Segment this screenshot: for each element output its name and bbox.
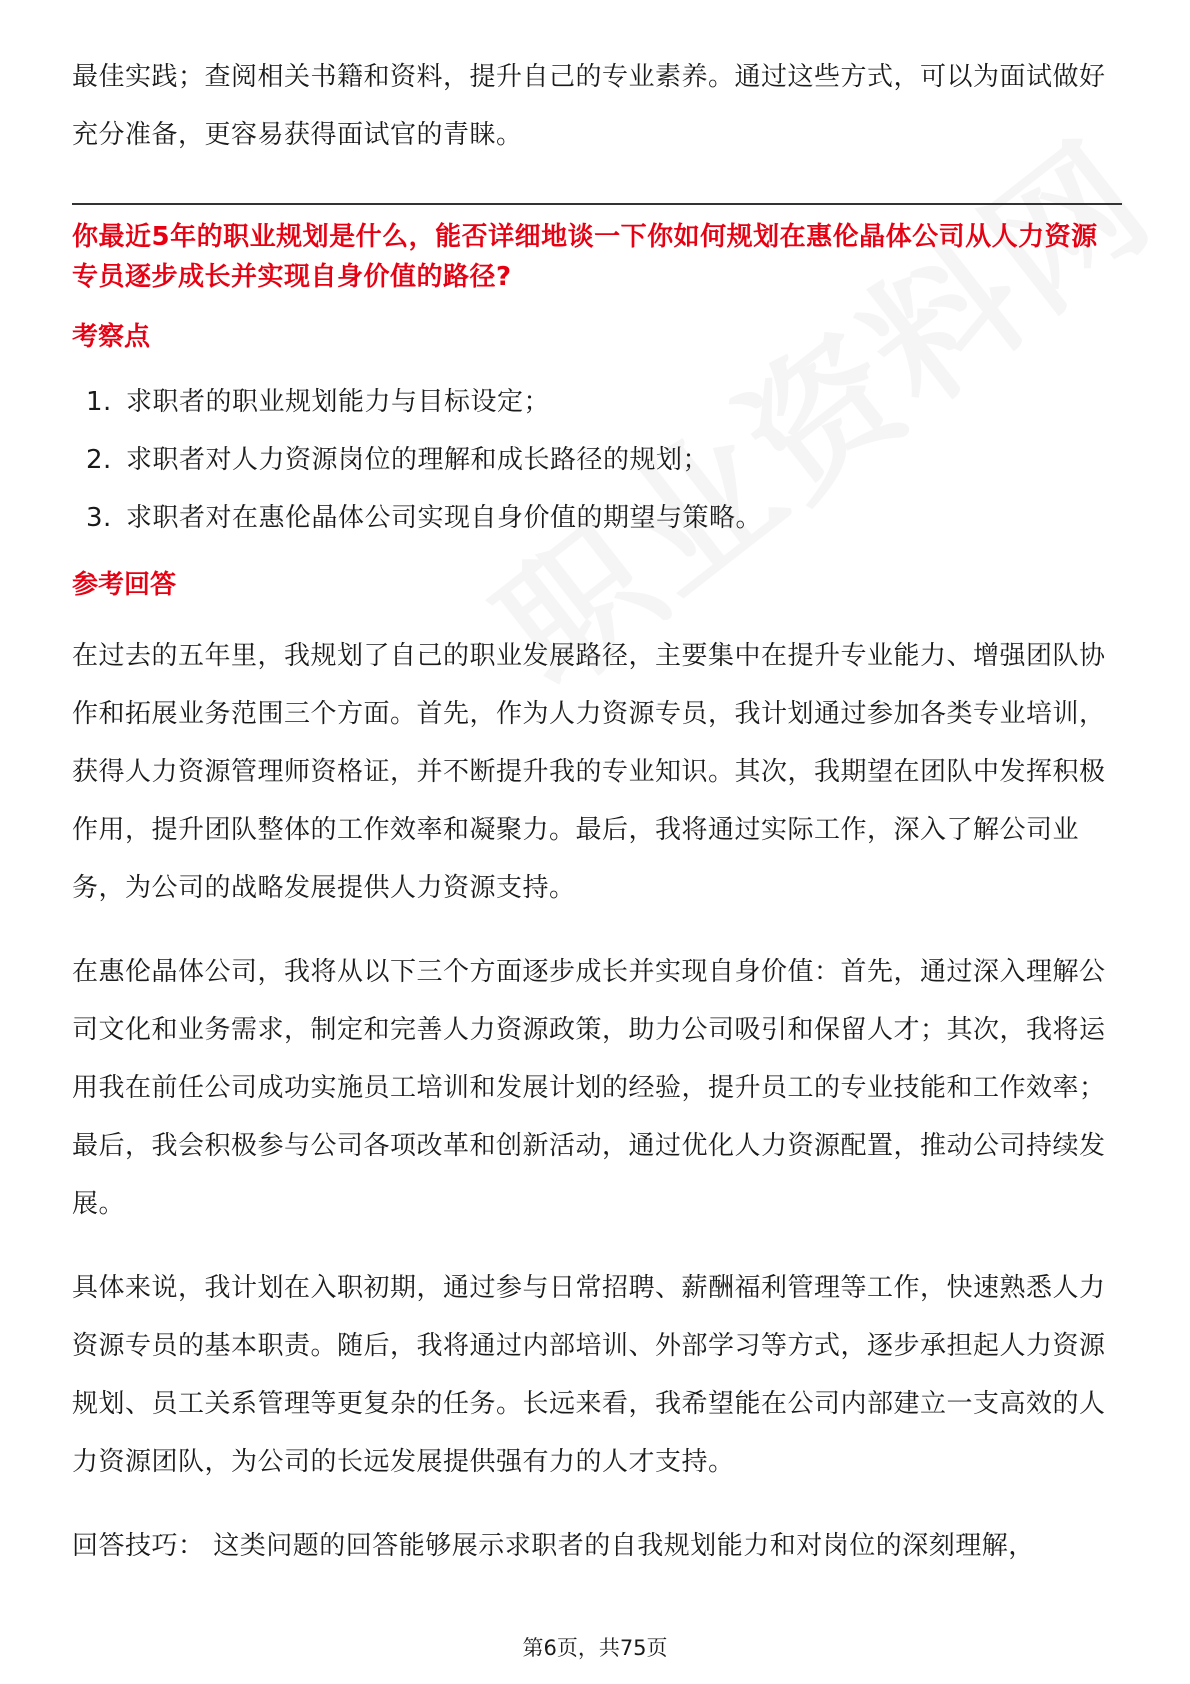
list-item-text: 求职者对在惠伦晶体公司实现自身价值的期望与策略。: [126, 503, 763, 533]
question-heading: 你最近5年的职业规划是什么，能否详细地谈一下你如何规划在惠伦晶体公司从人力资源专员逐步成长并实现自身价值的路径?: [72, 222, 1098, 292]
answer-paragraph: 具体来说，我计划在入职初期，通过参与日常招聘、薪酬福利管理等工作，快速熟悉人力资源专员的基本职责。随后，我将通过内部培训、外部学习等方式，逐步承担起人力资源规划、员工关系管理等更复杂的任务。长远来看，我希望能在公司内部建立一支高效的人力资源团队，为公司的长远发展提供强有力的人才支持。: [72, 1273, 1106, 1477]
key-points-list: [72, 373, 1122, 547]
answer-tips-paragraph: 回答技巧： 这类问题的回答能够展示求职者的自我规划能力和对岗位的深刻理解，: [72, 1531, 1035, 1561]
section-divider: [72, 203, 1122, 205]
answer-title: 参考回答: [72, 570, 177, 600]
answer-paragraph: 在过去的五年里，我规划了自己的职业发展路径，主要集中在提升专业能力、增强团队协作和拓展业务范围三个方面。首先，作为人力资源专员，我计划通过参加各类专业培训，获得人力资源管理师资格证，并不断提升我的专业知识。其次，我期望在团队中发挥积极作用，提升团队整体的工作效率和凝聚力。最后，我将通过实际工作，深入了解公司业务，为公司的战略发展提供人力资源支持。: [72, 641, 1106, 903]
page-number-footer: 第6页，共75页: [522, 1636, 668, 1660]
paragraph-spacer: [72, 1233, 1122, 1259]
list-item-number: 3.: [86, 503, 112, 533]
list-item-text: 求职者对人力资源岗位的理解和成长路径的规划；: [126, 445, 710, 475]
paragraph-spacer: [72, 917, 1122, 943]
page-content: [72, 48, 1122, 1575]
list-item: [72, 373, 1122, 431]
intro-paragraph: 最佳实践；查阅相关书籍和资料，提升自己的专业素养。通过这些方式，可以为面试做好充分准备，更容易获得面试官的青睐。: [72, 62, 1106, 150]
list-item: [72, 431, 1122, 489]
list-item-number: 2.: [86, 445, 112, 475]
list-item: [72, 489, 1122, 547]
list-item-number: 1.: [86, 387, 112, 417]
answer-paragraph: 在惠伦晶体公司，我将从以下三个方面逐步成长并实现自身价值：首先，通过深入理解公司文化和业务需求，制定和完善人力资源政策，助力公司吸引和保留人才；其次，我将运用我在前任公司成功实施员工培训和发展计划的经验，提升员工的专业技能和工作效率；最后，我会积极参与公司各项改革和创新活动，通过优化人力资源配置，推动公司持续发展。: [72, 957, 1106, 1219]
key-points-title: 考察点: [72, 322, 151, 352]
paragraph-spacer: [72, 1491, 1122, 1517]
list-item-text: 求职者的职业规划能力与目标设定；: [126, 387, 551, 417]
